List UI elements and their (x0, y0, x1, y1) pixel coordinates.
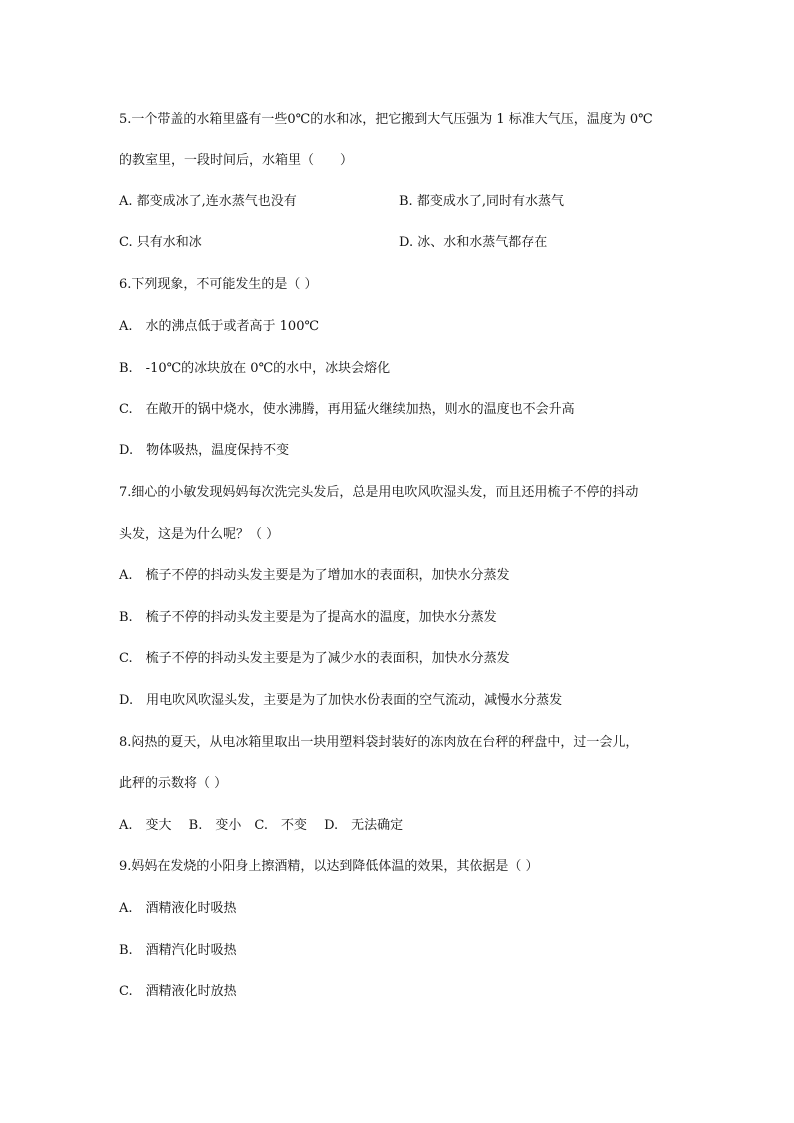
q6-option-c: C. 在敞开的锅中烧水，使水沸腾，再用猛火继续加热，则水的温度也不会升高 (119, 402, 575, 417)
q9-stem-line-1: 9.妈妈在发烧的小阳身上擦酒精，以达到降低体温的效果，其依据是（ ） (119, 859, 539, 874)
q7-stem-line-2: 头发，这是为什么呢？（ ） (119, 527, 280, 542)
q6-stem-line-1: 6.下列现象，不可能发生的是（ ） (119, 277, 318, 292)
q7-option-c: C. 梳子不停的抖动头发主要是为了减少水的表面积，加快水分蒸发 (119, 651, 510, 666)
q8-stem-line-1: 8.闷热的夏天，从电冰箱里取出一块用塑料袋封装好的冻肉放在台秤的秤盘中，过一会儿， (119, 735, 639, 750)
q5-option-a: A. 都变成冰了,连水蒸气也没有 (119, 194, 297, 209)
q6-option-b: B. -10℃的冰块放在 0℃的水中，冰块会熔化 (119, 361, 391, 376)
q7-stem-line-1: 7.细心的小敏发现妈妈每次洗完头发后，总是用电吹风吹湿头发，而且还用梳子不停的抖动 (119, 485, 639, 500)
q9-option-b: B. 酒精汽化时吸热 (119, 943, 237, 958)
q6-option-a: A. 水的沸点低于或者高于 100℃ (119, 319, 320, 334)
q5-option-b: B. 都变成水了,同时有水蒸气 (399, 194, 564, 209)
q7-option-d: D. 用电吹风吹湿头发，主要是为了加快水份表面的空气流动，减慢水分蒸发 (119, 693, 563, 708)
q6-option-d: D. 物体吸热，温度保持不变 (119, 443, 290, 458)
q9-option-c: C. 酒精液化时放热 (119, 984, 237, 999)
q5-option-c: C. 只有水和冰 (119, 235, 202, 250)
q7-option-a: A. 梳子不停的抖动头发主要是为了增加水的表面积，加快水分蒸发 (119, 568, 510, 583)
q8-stem-line-2: 此秤的示数将（ ） (119, 776, 228, 791)
q8-options-inline: A. 变大 B. 变小 C. 不变 D. 无法确定 (119, 818, 404, 833)
q5-stem-line-2: 的教室里，一段时间后，水箱里（ ） (119, 153, 354, 168)
q7-option-b: B. 梳子不停的抖动头发主要是为了提高水的温度，加快水分蒸发 (119, 610, 497, 625)
q5-option-d: D. 冰、水和水蒸气都存在 (399, 235, 548, 250)
q5-stem-line-1: 5.一个带盖的水箱里盛有一些0℃的水和冰，把它搬到大气压强为 1 标准大气压，温度为 0℃ (119, 112, 653, 127)
q9-option-a: A. 酒精液化时吸热 (119, 901, 237, 916)
